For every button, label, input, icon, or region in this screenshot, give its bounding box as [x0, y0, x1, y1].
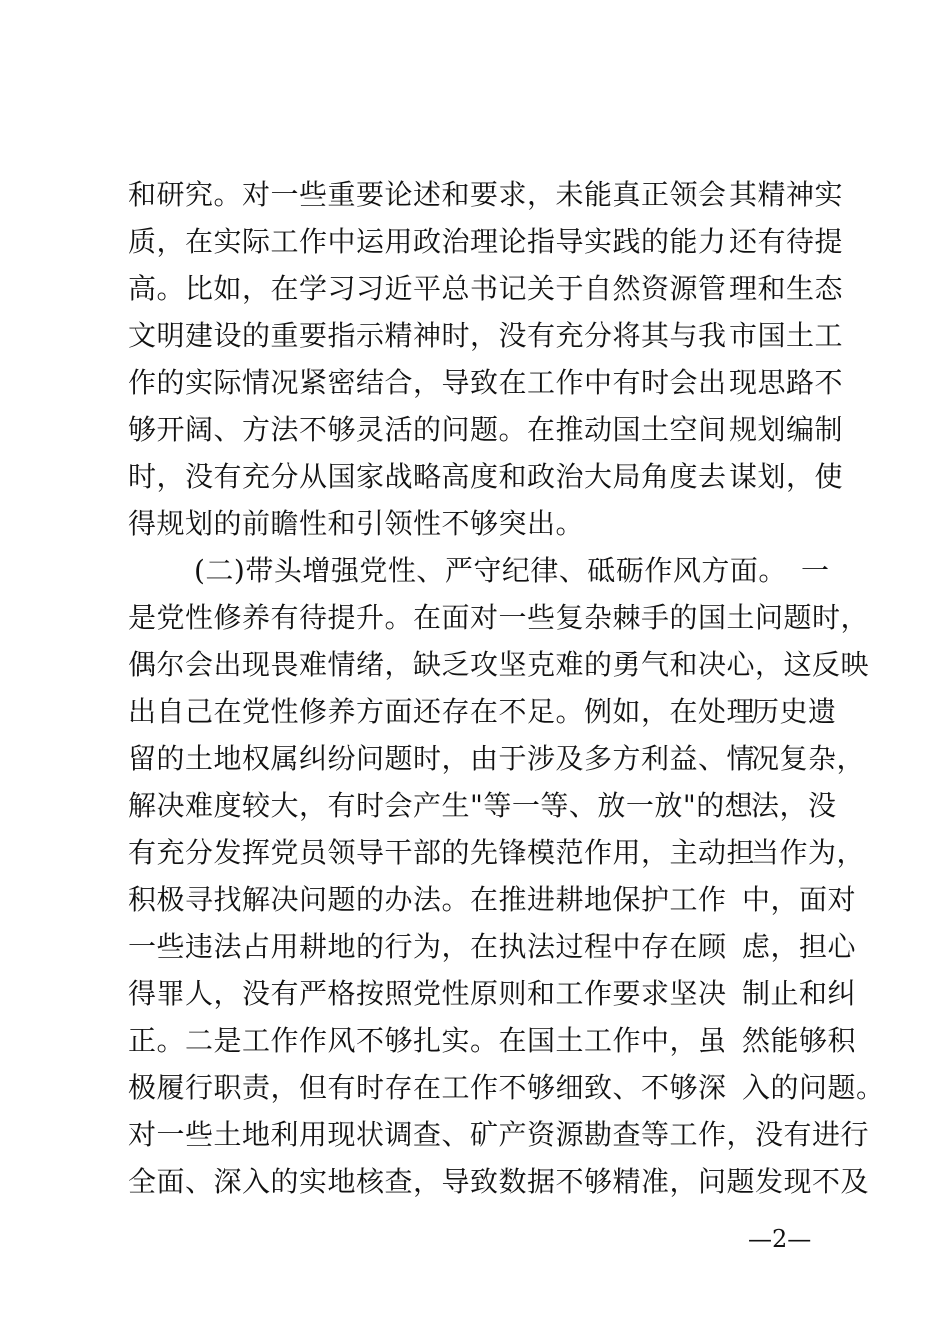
text-segment: 对一些土地利用现状调查、矿产资源勘查等工作，没有进行 [128, 1118, 870, 1151]
text-segment: 中，面对 [742, 883, 857, 916]
text-segment: 其精神实 [729, 178, 844, 211]
text-segment: 有充分发挥党员领导干部的先锋模范作用，主动担 [128, 836, 756, 869]
text-segment: 当作为， [751, 836, 866, 869]
text-segment: 得规划的前瞻性和引领性不够突出。 [128, 507, 585, 540]
text-segment: 虑，担心 [742, 930, 857, 963]
text-segment: 历史遗 [751, 695, 837, 728]
text-segment: 质，在实际工作中运用政治理论指导实践的能力 [128, 225, 727, 258]
text-segment: 时，没有充分从国家战略高度和政治大局角度去 [128, 460, 727, 493]
text-segment: (二)带头增强党性、严守纪律、砥砺作风方面。 [194, 554, 787, 587]
text-segment: 出自己在党性修养方面还存在不足。例如，在处理 [128, 695, 756, 728]
text-segment: 入的问题。 [742, 1071, 885, 1104]
text-segment: 文明建设的重要指示精神时，没有充分将其与我 [128, 319, 727, 352]
text-segment: 积极寻找解决问题的办法。在推进耕地保护工作 [128, 883, 727, 916]
text-segment: 正。二是工作作风不够扎实。在国土工作中，虽 [128, 1024, 727, 1057]
text-segment: 一 [801, 554, 830, 587]
text-segment: 得罪人，没有严格按照党性原则和工作要求坚决 [128, 977, 727, 1010]
text-segment: 极履行职责，但有时存在工作不够细致、不够深 [128, 1071, 727, 1104]
text-segment: 偶尔会出现畏难情绪，缺乏攻坚克难的勇气和决心，这反映 [128, 648, 870, 681]
text-segment: 还有待提 [729, 225, 844, 258]
text-segment: 法，没 [751, 789, 837, 822]
text-segment: 留的土地权属纠纷问题时，由于涉及多方利益、情 [128, 742, 756, 775]
text-segment: 一些违法占用耕地的行为，在执法过程中存在顾 [128, 930, 727, 963]
text-segment: 规划编制 [729, 413, 844, 446]
text-segment: 然能够积 [742, 1024, 857, 1057]
text-segment: 够开阔、方法不够灵活的问题。在推动国土空间 [128, 413, 727, 446]
text-segment: 现思路不 [729, 366, 844, 399]
text-segment: 解决难度较大，有时会产生"等一等、放一放"的想 [128, 789, 754, 822]
text-segment: 作的实际情况紧密结合，导致在工作中有时会出 [128, 366, 727, 399]
text-segment: 市国土工 [729, 319, 844, 352]
page-number: —2— [748, 1225, 812, 1253]
text-segment: 况复杂， [751, 742, 866, 775]
text-segment: 制止和纠 [742, 977, 857, 1010]
text-segment: 高。比如，在学习习近平总书记关于自然资源管 [128, 272, 727, 305]
text-segment: 谋划，使 [729, 460, 844, 493]
text-segment: 全面、深入的实地核查，导致数据不够精准，问题发现不及 [128, 1165, 870, 1198]
text-segment: 和研究。对一些重要论述和要求，未能真正领会 [128, 178, 727, 211]
text-segment: 理和生态 [729, 272, 844, 305]
text-segment: 是党性修养有待提升。在面对一些复杂棘手的国土问题时， [128, 601, 870, 634]
